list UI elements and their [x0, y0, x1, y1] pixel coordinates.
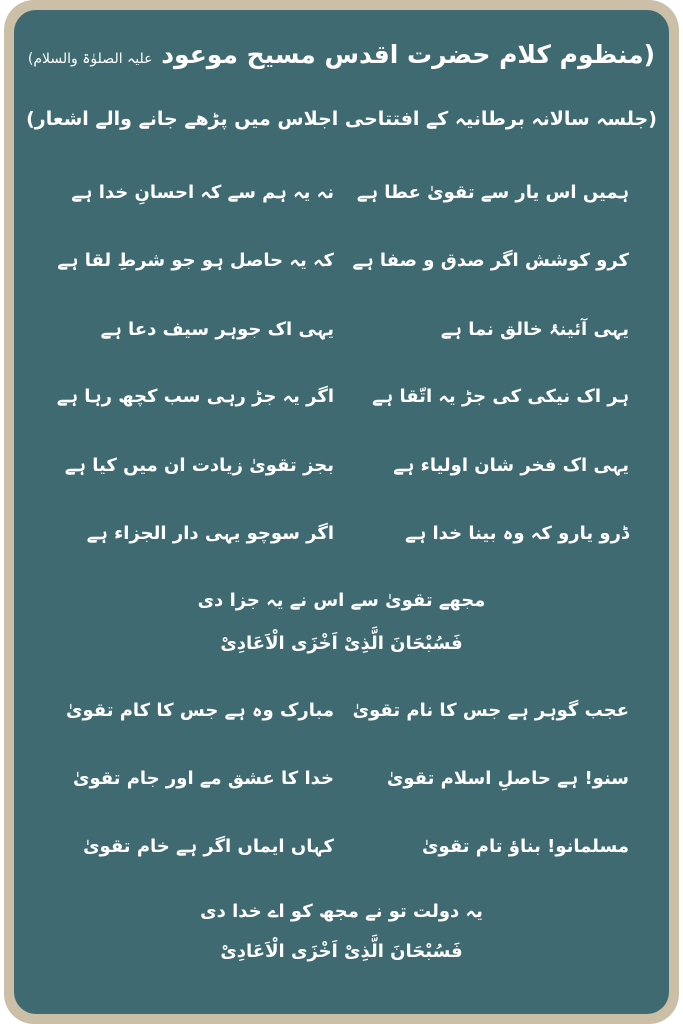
refrain-line: یہ دولت تو نے مجھ کو اے خدا دی	[200, 901, 483, 922]
couplet-first-line: کرو کوشش اگر صدق و صفا ہے	[352, 250, 629, 271]
couplet	[14, 523, 669, 559]
couplet-first-line: ڈرو یارو کہ وہ بینا خدا ہے	[405, 523, 629, 544]
couplet	[14, 319, 669, 355]
title-text: (منظوم کلام حضرت اقدس مسیح موعود	[161, 40, 656, 69]
couplet	[14, 250, 669, 286]
couplet-first-line: یہی اک فخر شان اولیاء ہے	[393, 455, 629, 476]
refrain-line: فَسُبْحَانَ الَّذِیْ اَخْزَی الْاَعَادِیْ	[220, 633, 463, 654]
couplet-second-line: بجز تقویٰ زیادت ان میں کیا ہے	[64, 455, 334, 476]
poem-title	[14, 40, 669, 69]
poster-frame	[4, 0, 679, 1024]
couplet	[14, 836, 669, 872]
couplet-first-line: ہمیں اس یار سے تقویٰ عطا ہے	[356, 182, 629, 203]
couplet-first-line: عجب گوہر ہے جس کا نام تقویٰ	[352, 700, 629, 721]
poem-panel	[14, 10, 669, 1014]
title-honorific: علیہ الصلوٰۃ والسلام)	[27, 51, 153, 67]
couplet-second-line: یہی اک جوہر سیف دعا ہے	[100, 319, 334, 340]
couplet-first-line: سنو! ہے حاصلِ اسلام تقویٰ	[386, 768, 629, 789]
couplet	[14, 182, 669, 218]
couplet	[14, 700, 669, 736]
couplet-second-line: نہ یہ ہم سے کہ احسانِ خدا ہے	[71, 182, 334, 203]
couplet-first-line: مسلمانو! بناؤ تام تقویٰ	[422, 836, 629, 857]
poem-subtitle: (جلسہ سالانہ برطانیہ کے افتتاحی اجلاس میں پڑھے جانے والے اشعار)	[26, 108, 657, 130]
refrain-line: فَسُبْحَانَ الَّذِیْ اَخْزَی الْاَعَادِیْ	[220, 941, 463, 962]
couplet-second-line: کہ یہ حاصل ہو جو شرطِ لقا ہے	[57, 250, 334, 271]
couplet-first-line: ہر اک نیکی کی جڑ یہ اتّقا ہے	[372, 386, 629, 407]
couplet-second-line: کہاں ایماں اگر ہے خام تقویٰ	[83, 836, 334, 857]
couplet-second-line: خدا کا عشق مے اور جام تقویٰ	[72, 768, 334, 789]
couplet-second-line: اگر سوچو یہی دار الجزاء ہے	[86, 523, 334, 544]
couplet	[14, 386, 669, 422]
couplet-second-line: اگر یہ جڑ رہی سب کچھ رہا ہے	[56, 386, 334, 407]
couplet	[14, 455, 669, 491]
refrain-line: مجھے تقویٰ سے اس نے یہ جزا دی	[197, 590, 486, 611]
couplet-first-line: یہی آئینۂ خالق نما ہے	[440, 319, 629, 340]
couplet-second-line: مبارک وہ ہے جس کا کام تقویٰ	[65, 700, 334, 721]
couplet	[14, 768, 669, 804]
